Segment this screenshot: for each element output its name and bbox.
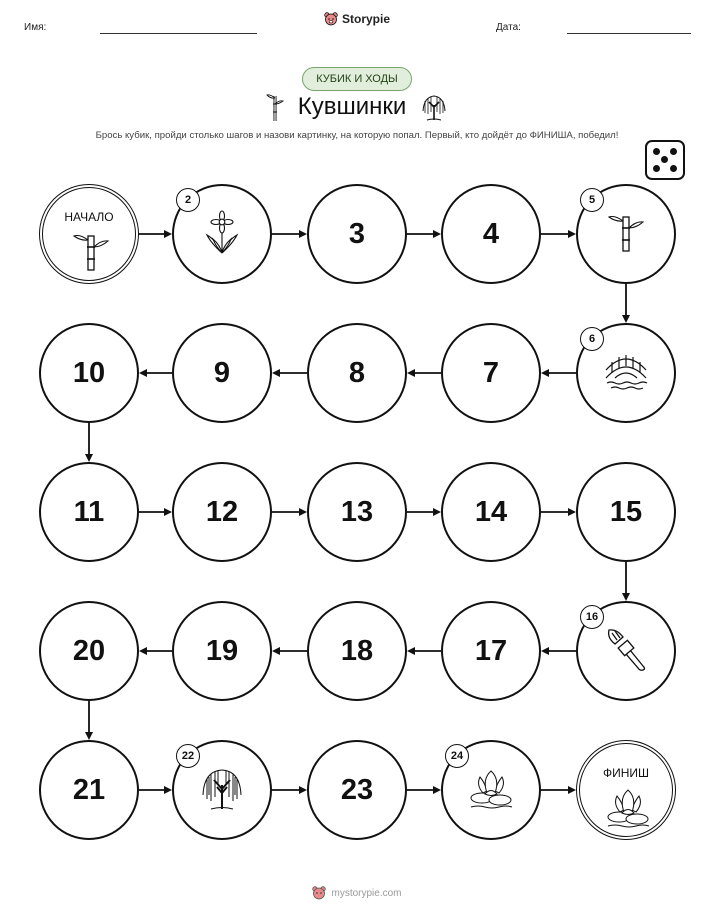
cell-number-badge: 2 (176, 188, 200, 212)
category-badge: КУБИК И ХОДЫ (302, 67, 412, 91)
bridge-icon (603, 348, 649, 399)
path-arrowhead (622, 315, 630, 323)
board-cell-10[interactable] (39, 323, 139, 423)
board-cell-7[interactable] (441, 323, 541, 423)
path-arrowhead (85, 454, 93, 462)
paintbrush-icon (603, 626, 649, 677)
cell-number-badge: 6 (580, 327, 604, 351)
start-cell[interactable] (39, 184, 139, 284)
cell-number: 8 (348, 356, 366, 389)
board-cell-15[interactable] (576, 462, 676, 562)
path-arrowhead (164, 230, 172, 238)
bamboo-icon (603, 209, 649, 260)
path-arrowhead (407, 647, 415, 655)
footer (0, 886, 714, 900)
board-cell-8[interactable] (307, 323, 407, 423)
cell-number-badge: 24 (445, 744, 469, 768)
instructions: Брось кубик, пройди столько шагов и назови картинку, на которую попал. Первый, кто дойдёт до ФИНИША, победил! (95, 130, 619, 141)
board-cell-17[interactable] (441, 601, 541, 701)
path-arrowhead (433, 508, 441, 516)
path-arrowhead (139, 647, 147, 655)
path-arrowhead (299, 508, 307, 516)
cell-number: 4 (482, 217, 500, 250)
path-arrowhead (433, 230, 441, 238)
path-arrowhead (407, 369, 415, 377)
path-arrowhead (85, 732, 93, 740)
path-arrowhead (164, 786, 172, 794)
cell-number: 20 (72, 634, 106, 667)
path-arrowhead (568, 230, 576, 238)
page-title: Кувшинки (297, 93, 407, 120)
start-label: НАЧАЛО (64, 210, 114, 224)
willow-tree-icon (199, 765, 245, 816)
cell-number: 11 (73, 495, 105, 528)
board-cell-2[interactable] (172, 184, 272, 284)
cell-number-badge: 22 (176, 744, 200, 768)
cell-number: 14 (474, 495, 508, 528)
path-arrowhead (433, 786, 441, 794)
path-arrowhead (541, 369, 549, 377)
water-lily-icon (468, 765, 514, 816)
path-arrowhead (568, 786, 576, 794)
board-cell-13[interactable] (307, 462, 407, 562)
path-arrowhead (299, 230, 307, 238)
board-cell-18[interactable] (307, 601, 407, 701)
footer-site[interactable]: mystorypie.com (331, 887, 402, 899)
path-arrowhead (622, 593, 630, 601)
path-arrowhead (299, 786, 307, 794)
cell-number: 12 (205, 495, 239, 528)
board-cell-16[interactable] (576, 601, 676, 701)
cell-number: 17 (474, 634, 508, 667)
path-arrowhead (139, 369, 147, 377)
path-arrowhead (541, 647, 549, 655)
cell-number: 18 (340, 634, 374, 667)
cell-number-badge: 16 (580, 605, 604, 629)
bear-mascot-icon (312, 886, 326, 900)
board-cell-4[interactable] (441, 184, 541, 284)
board-cell-23[interactable] (307, 740, 407, 840)
finish-label: ФИНИШ (602, 766, 650, 780)
board-cell-12[interactable] (172, 462, 272, 562)
date-label: Дата: (496, 22, 521, 33)
cell-number: 23 (340, 773, 374, 806)
cell-number: 9 (213, 356, 231, 389)
board-cell-11[interactable] (39, 462, 139, 562)
board-cell-24[interactable] (441, 740, 541, 840)
cell-number: 19 (205, 634, 239, 667)
finish-cell[interactable] (576, 740, 676, 840)
cell-number: 10 (72, 356, 106, 389)
board-cell-14[interactable] (441, 462, 541, 562)
path-arrowhead (272, 647, 280, 655)
path-arrowhead (272, 369, 280, 377)
board-cell-21[interactable] (39, 740, 139, 840)
cell-number-badge: 5 (580, 188, 604, 212)
path-arrowhead (164, 508, 172, 516)
board-cell-6[interactable] (576, 323, 676, 423)
cell-number: 13 (340, 495, 374, 528)
cell-number: 7 (482, 356, 500, 389)
cell-number: 3 (348, 217, 366, 250)
board-cell-5[interactable] (576, 184, 676, 284)
brand-name: Storypie (341, 12, 390, 26)
board-cell-9[interactable] (172, 323, 272, 423)
board-cell-22[interactable] (172, 740, 272, 840)
name-label: Имя: (24, 22, 47, 33)
board-cell-19[interactable] (172, 601, 272, 701)
cell-number: 15 (609, 495, 643, 528)
cell-number: 21 (72, 773, 106, 806)
daffodil-icon (199, 209, 245, 260)
board-cell-20[interactable] (39, 601, 139, 701)
path-arrowhead (568, 508, 576, 516)
board-cell-3[interactable] (307, 184, 407, 284)
